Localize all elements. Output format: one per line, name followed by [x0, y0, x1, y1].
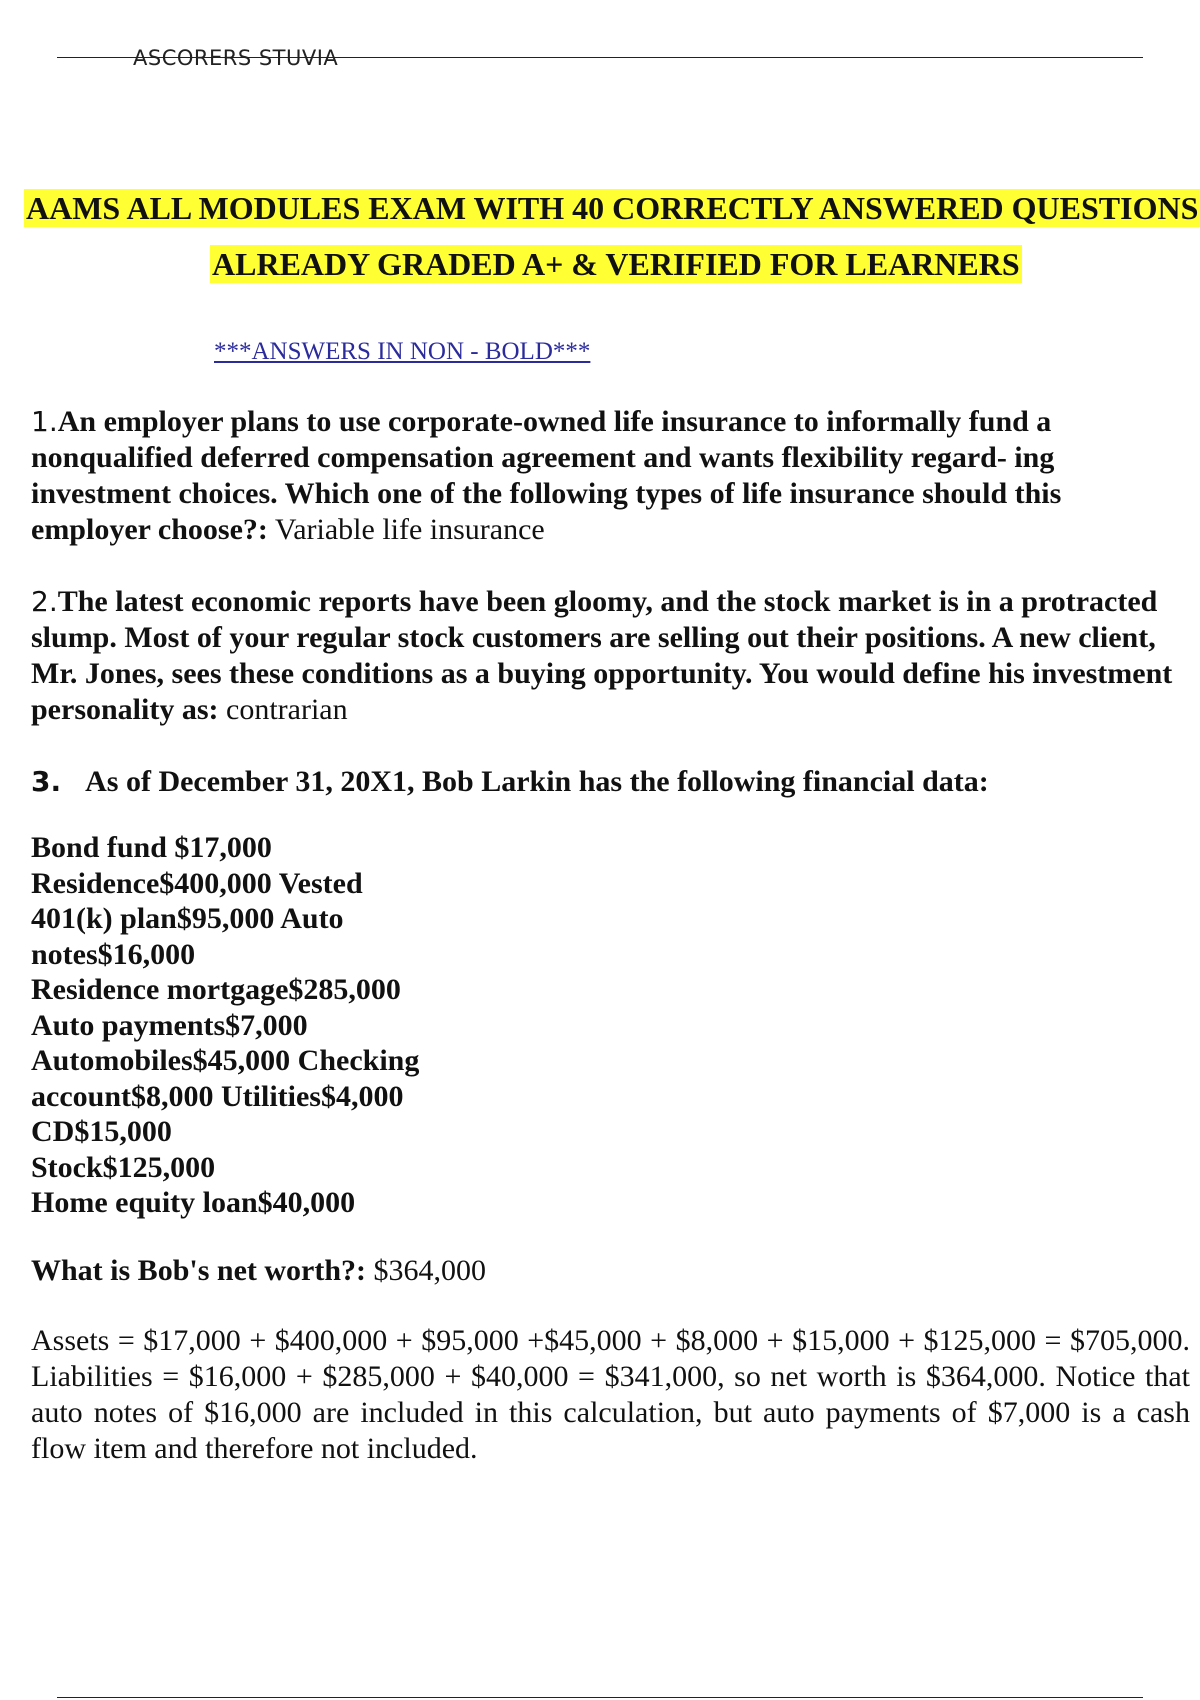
financial-data-line: Residence$400,000 Vested — [31, 866, 363, 900]
financial-data-line: Residence mortgage$285,000 — [31, 973, 401, 1006]
question-3 — [31, 764, 1181, 800]
financial-data-line: CD$15,000 — [31, 1115, 172, 1148]
question-text: As of December 31, 20X1, Bob Larkin has the following financial data: — [85, 765, 989, 798]
question-1 — [31, 404, 1181, 548]
answer-text: contrarian — [226, 693, 348, 726]
financial-data-line: account$8,000 Utilities$4,000 — [31, 1079, 404, 1113]
question-text: An employer plans to use corporate-owned life insurance to informally fund a nonqualified deferred compensation agreement and wants flexibility regard- ing investment choices. Which one of the following types of life insurance should this employer choose?: — [31, 405, 1062, 546]
financial-data-line: Stock$125,000 — [31, 1150, 216, 1184]
financial-data-line: 401(k) plan$95,000 Auto — [31, 902, 344, 935]
answer-explanation: Assets = $17,000 + $400,000 + $95,000 +$45,000 + $8,000 + $15,000 + $125,000 = $705,000. Liabilities = $16,000 + $285,000 + $40,000 = $341,000, so net worth is $364,000. Notice that auto notes of $16,000 are included in this calculation, but auto payments of $7,000 is a cash flow item and therefore not included. — [31, 1324, 1190, 1465]
question-2 — [31, 584, 1181, 728]
question-number: 2. — [31, 585, 58, 618]
question-text: The latest economic reports have been gloomy, and the stock market is in a protracted slump. Most of your regular stock customers are selling out their positions. A new client, Mr. Jones, sees these conditions as a buying opportunity. You would define his investment personality as: — [31, 585, 1173, 726]
answers-note: ***ANSWERS IN NON - BOLD*** — [214, 338, 591, 365]
footer-rule — [57, 1697, 1143, 1698]
financial-data-line: Auto payments$7,000 — [31, 1008, 308, 1042]
question-number: 1. — [31, 405, 58, 438]
financial-data-line: Automobiles$45,000 Checking — [31, 1044, 420, 1077]
header-watermark: ASCORERS STUVIA — [133, 46, 339, 70]
document-title-line-1: AAMS ALL MODULES EXAM WITH 40 CORRECTLY ANSWERED QUESTIONS — [26, 190, 1199, 226]
document-title-line-2: ALREADY GRADED A+ & VERIFIED FOR LEARNERS — [212, 246, 1020, 282]
financial-data-line: Bond fund $17,000 — [31, 831, 272, 864]
answer-text: Variable life insurance — [274, 513, 545, 546]
question-number: 3. — [31, 765, 62, 798]
followup-question-text: What is Bob's net worth?: — [31, 1254, 367, 1287]
net-worth-question — [31, 1253, 486, 1289]
followup-answer-text: $364,000 — [373, 1254, 487, 1287]
financial-data-line: Home equity loan$40,000 — [31, 1186, 356, 1219]
financial-data-list — [31, 830, 419, 1221]
financial-data-line: notes$16,000 — [31, 937, 196, 971]
